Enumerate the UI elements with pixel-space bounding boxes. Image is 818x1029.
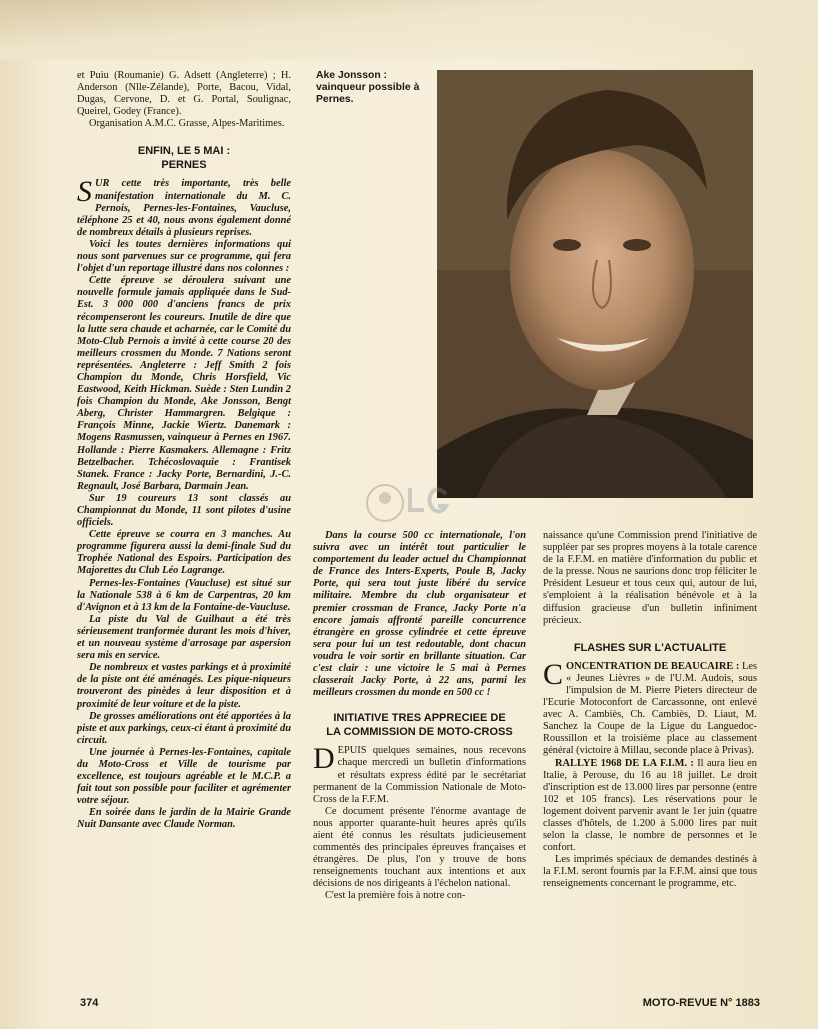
article-paragraph: Cette épreuve se déroulera suivant une nouvelle formule jamais appliquée dans le Sud-Est. 3 000 000 d'anciens francs de prix récompenseront les coureurs. Inutile de dire que la lutte sera chaude et acharnée, car le Comité du Moto-Club Pernois a invité à cette course 20 des meilleurs crossmen du Monde. 7 Nations seront représentées. Angleterre : Jeff Smith 2 fois Champion du Monde, Chris Horsfield, Vic Eastwood, Keith Hickman. Suède : Sten Lundin 2 fois Champion du Monde, Ake Jonsson, Bengt Aberg, Christer Hammargren. Belgique : François Minne, Jackie Wiertz. Danemark : Mogens Rasmussen, vainqueur à Pernes en 1967. Hollande : Pierre Kasmakers. Allemagne : Fritz Betzelbacher. Tchécoslovaquie : Frantisek Stanek. France : Jacky Porte, Bernardini, J.-C. Regnault, José Barbara, Darmain Jean.	[77, 275, 291, 492]
column-right	[543, 530, 757, 891]
article-paragraph: EPUIS quelques semaines, nous recevons chaque mercredi un bulletin d'informations et résultats express édité par le secrétariat permanent de la Commission Nationale de Moto-Cross de la F.F.M.	[313, 745, 526, 805]
article-paragraph: La piste du Val de Guilhaut a été très sérieusement tranformée durant les mois d'hiver, et un nouveau système d'arrosage par aspersion sera mis en service.	[77, 613, 291, 662]
article-paragraph: De nombreux et vastes parkings et à proximité de la piste ont été aménagés. Les pique-niqueurs trouveront des pinèdes à leur disposition et à proximité de leur voiture et de la piste.	[77, 662, 291, 710]
article-paragraph: Il aura lieu en Italie, à Perouse, du 16 au 18 juillet. Le droit d'inscription est de 13.000 lires par personne (entre 102 et 105 francs). Les réservations pour le logement doivent parvenir avant le 1er juin (quatre classes d'hôtels, de 1.200 à 5.000 lires par nuit selon la classe, le nombre de personnes et le confort.	[543, 757, 757, 854]
section-heading-pernes-line1: ENFIN, LE 5 MAI :	[137, 145, 231, 158]
dropcap: D	[313, 742, 335, 776]
article-paragraph: Les « Jeunes Lièvres » de l'U.M. Audois, sous l'impulsion de M. Pierre Pieters directeur de l'Ecurie Motoconfort de Carcassonne, ont enlevé avec A. Cambiès, Ch. Cambiès, D. Liaut, M. Sanchez la Coupe de la Ligue du Languedoc-Roussillon et la troisième place au classement général (victoire à Millau, seconde place à Privas).	[543, 660, 757, 757]
library-stamp	[362, 480, 452, 526]
article-paragraph: Pernes-les-Fontaines (Vaucluse) est situé sur la Nationale 538 à 6 km de Carpentras, 20 km d'Avignon et à 13 km de la Fontaine-de-Vaucluse.	[77, 577, 291, 613]
section-heading-flashes: FLASHES SUR L'ACTUALITE	[573, 641, 727, 654]
page-fold	[0, 0, 818, 60]
page-number: 374	[80, 997, 99, 1009]
photo-caption: Ake Jonsson : vainqueur possible à Pernes.	[316, 70, 420, 105]
column-left	[77, 70, 291, 832]
flash-heading: RALLYE 1968 DE LA F.I.M. :	[555, 757, 694, 769]
article-paragraph: Sur 19 coureurs 13 sont classés au Championnat du Monde, 11 sont pilotes d'usine officiels.	[77, 492, 291, 529]
article-paragraph: Ce document présente l'énorme avantage de nous apporter quarante-huit heures après qu'ils aient été connus les résultats judicieusement commentés des principales épreuves françaises et étrangères. De plus, l'on y trouve de bons renseignements touchant aux intentions et aux décisions de nos dirigeants à l'échelon national.	[313, 805, 526, 890]
article-paragraph: UR cette très importante, très belle manifestation internationale du M. C. Pernois, Pernes-les-Fontaines, Vaucluse, téléphone 25 et 40, nous avons également donné de nombreux détails à plusieurs reprises.	[77, 178, 291, 238]
article-paragraph: En soirée dans le jardin de la Mairie Grande Nuit Dansante avec Claude Norman.	[77, 807, 291, 831]
section-heading-initiative-line2: LA COMMISSION DE MOTO-CROSS	[326, 726, 513, 739]
article-paragraph: Voici les toutes dernières informations qui nous sont parvenues sur ce programme, qui fera l'objet d'un reportage illustré dans nos colonnes :	[77, 238, 291, 275]
dropcap: S	[77, 175, 92, 209]
article-paragraph: Dans la course 500 cc internationale, l'on suivra avec un intérêt tout particulier le comportement du leader actuel du Championnat de France des Inters-Experts, Poule B, Jacky Porte, qui sera tout juste libéré du service militaire. Membre du club organisateur et premier crossman de France, Jacky Porte n'a encore jamais affronté pareille concurrence étrangère en grosse cylindrée et cette épreuve sera pour lui un test redoutable, dont chacun voudra le voir sortir en brillante situation. Car c'est clair : une victoire le 5 mai à Pernes classerait Jacky Porte, à 22 ans, parmi les meilleurs crossmen du monde en 500 cc !	[313, 530, 526, 699]
section-heading-pernes-line2: PERNES	[161, 159, 207, 172]
article-paragraph: Les imprimés spéciaux de demandes destinés à la F.I.M. seront fournis par la F.F.M. ainsi que tous renseignements concernant le programme, etc.	[543, 854, 757, 890]
dropcap: C	[543, 657, 564, 691]
article-paragraph: Cette épreuve se courra en 3 manches. Au programme figurera aussi la demi-finale Sud du Trophée National des Espoirs. Participation des Majorettes du Club Léo Lagrange.	[77, 529, 291, 577]
portrait-illustration	[437, 70, 753, 498]
article-paragraph: C'est la première fois à notre con-	[325, 890, 466, 902]
flash-heading: ONCENTRATION DE BEAUCAIRE :	[566, 660, 740, 672]
stamp-logo-icon	[362, 480, 452, 526]
article-paragraph: naissance qu'une Commission prend l'initiative de suppléer par ses propres moyens à la totale carence de la F.F.M. en matière d'information du public et de la presse. Nous ne saurions donc trop féliciter le Président Lesueur et tous ceux qui, autour de lui, s'emploient à la réalisation bénévole et à la diffusion gracieuse d'un bulletin infiniment précieux.	[543, 530, 757, 626]
column-middle	[313, 530, 526, 903]
organisation-paragraph: Organisation A.M.C. Grasse, Alpes-Maritimes.	[89, 118, 285, 130]
portrait-photo	[437, 70, 753, 498]
article-paragraph: Une journée à Pernes-les-Fontaines, capitale du Moto-Cross et Ville de tourisme par excellence, est toujours agréable et le M.C.P. a fait tout son possible pour faciliter et agrémenter votre séjour.	[77, 746, 291, 807]
section-heading-initiative-line1: INITIATIVE TRES APPRECIEE DE	[333, 712, 506, 725]
results-paragraph: et Puiu (Roumanie) G. Adsett (Angleterre) ; H. Anderson (Nlle-Zélande), Porte, Bacou, Vidal, Dugas, Cervone, D. et G. Portal, Soulignac, Queirel, Godey (France).	[77, 70, 291, 118]
article-paragraph: De grosses améliorations ont été apportées à la piste et aux parkings, ceux-ci étant à proximité du circuit.	[77, 710, 291, 746]
magazine-issue: MOTO-REVUE N° 1883	[642, 997, 760, 1009]
